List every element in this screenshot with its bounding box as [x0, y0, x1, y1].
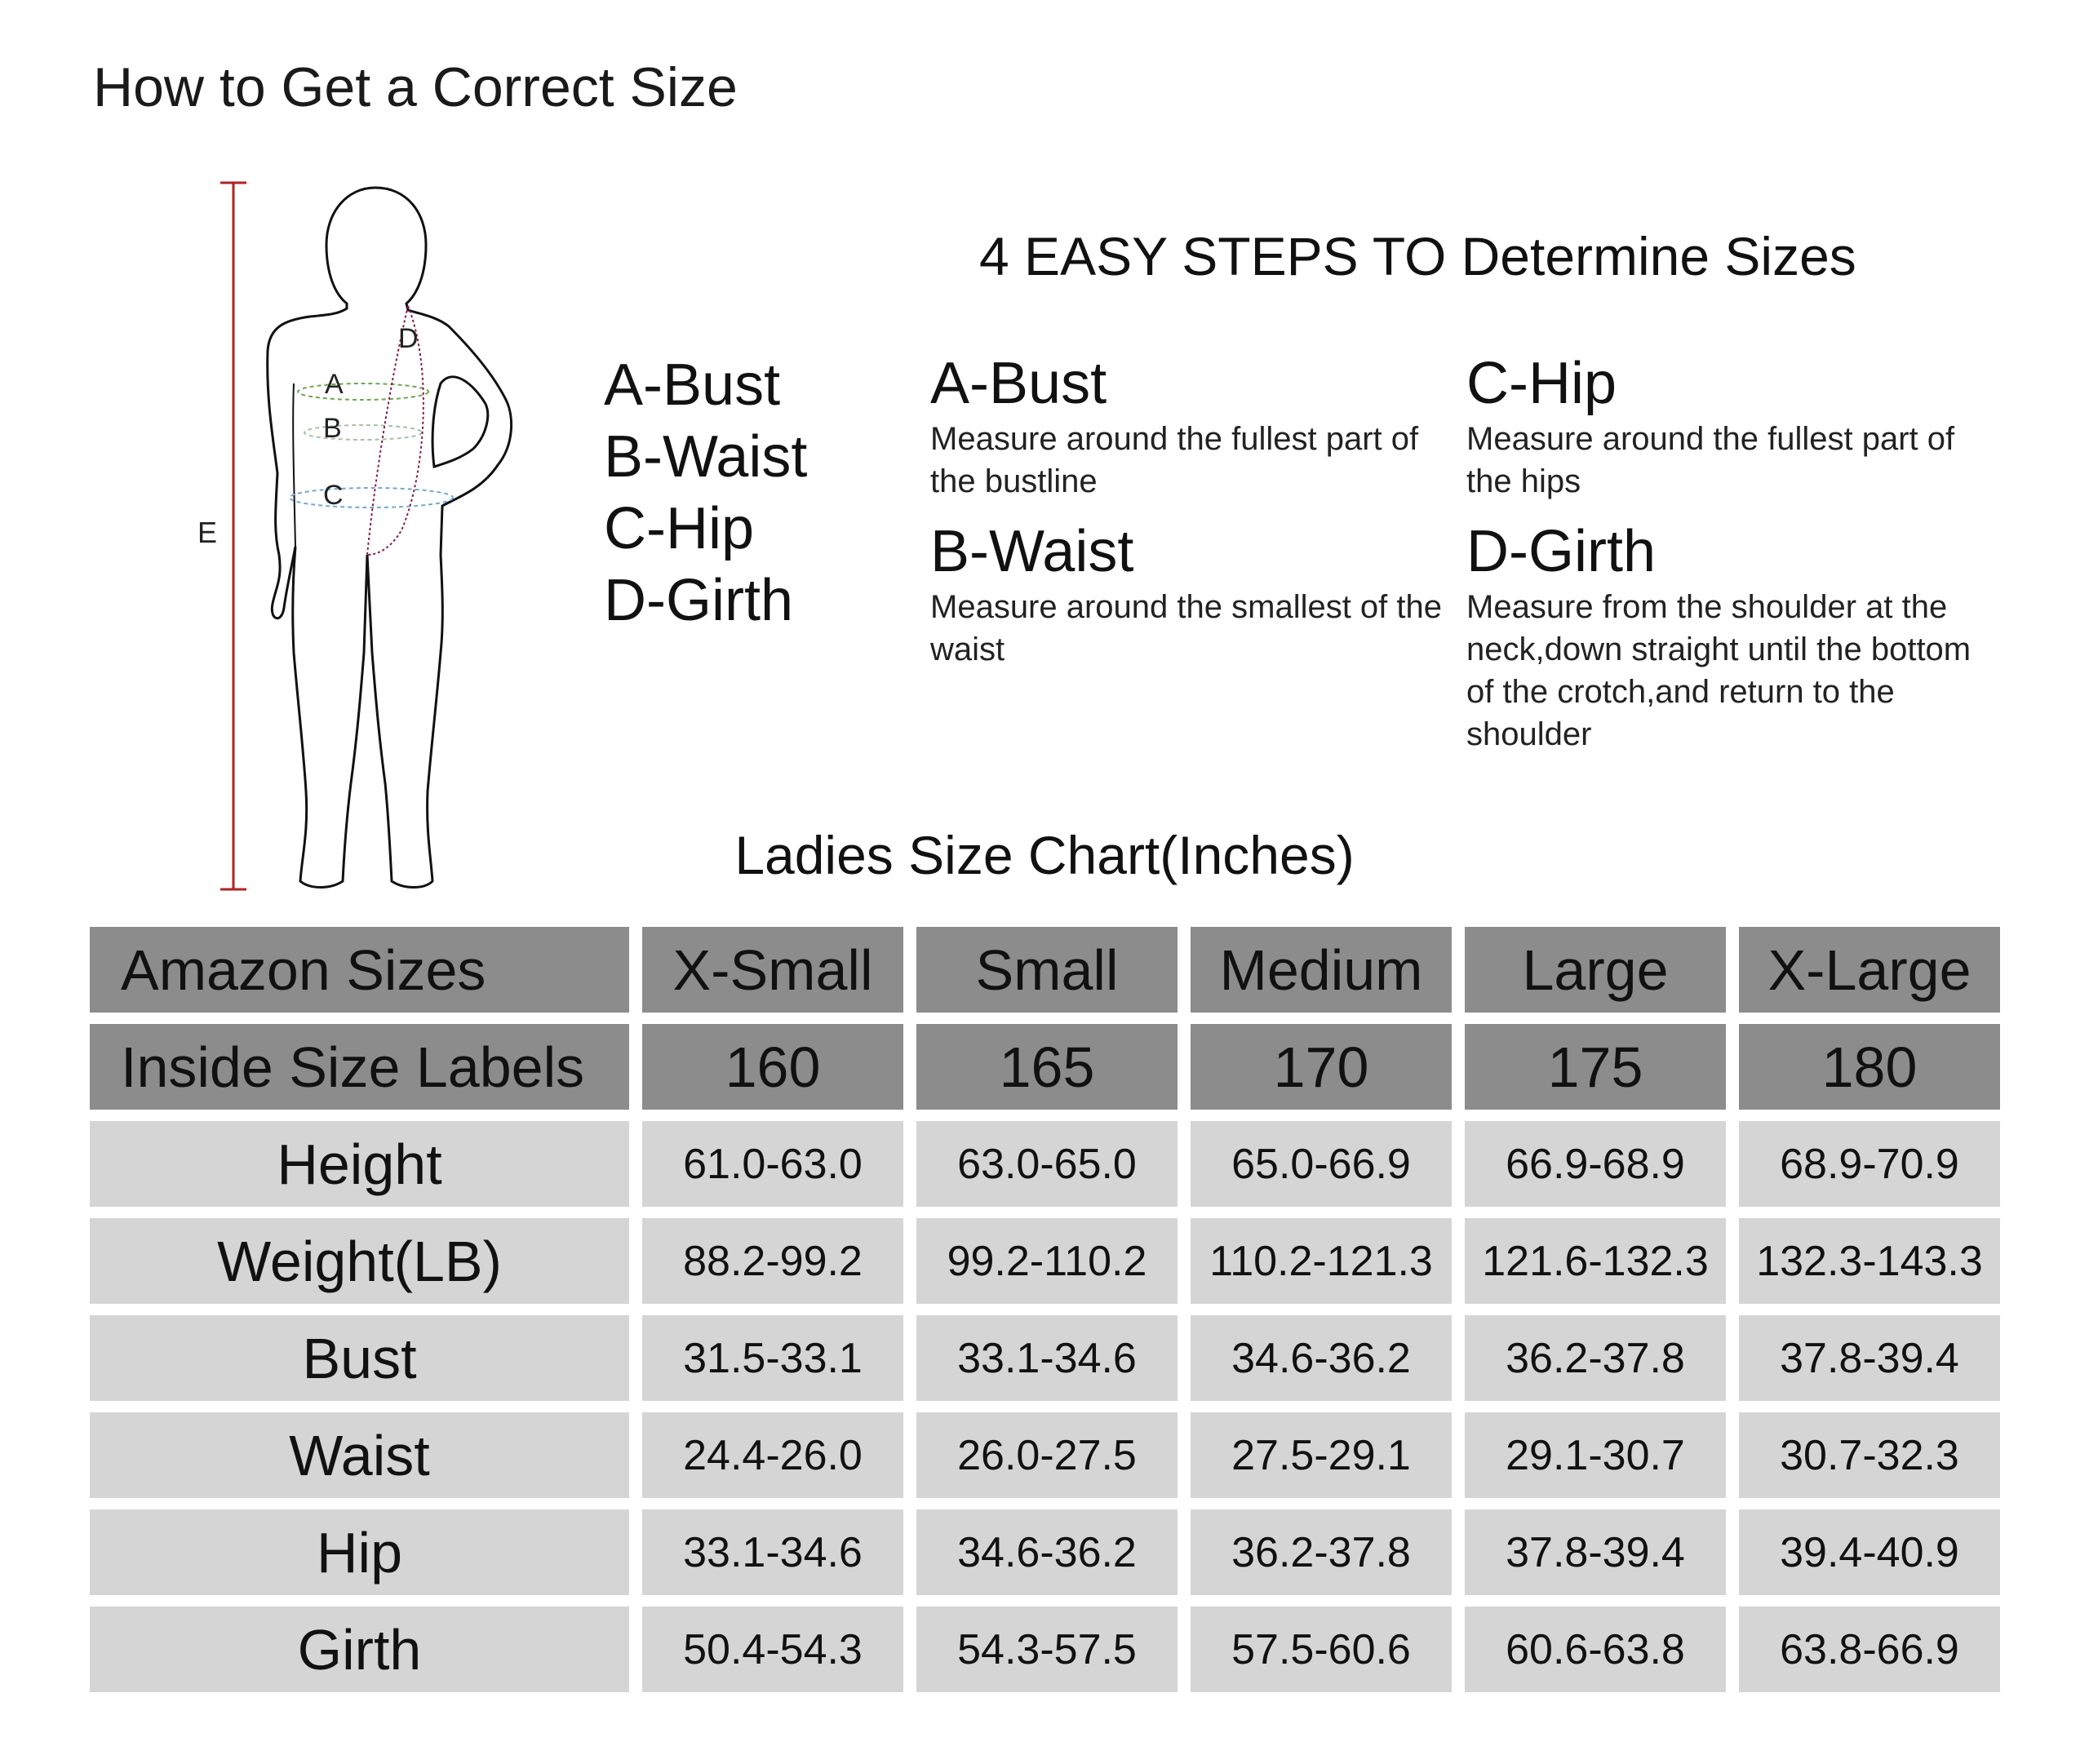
bust-measure-line	[298, 383, 428, 400]
table-cell: 65.0-66.9	[1191, 1121, 1452, 1207]
table-cell: 33.1-34.6	[642, 1509, 903, 1595]
table-row	[90, 1412, 2000, 1498]
size-header-cell: X-Large	[1739, 927, 2000, 1013]
row-label-cell: Bust	[90, 1315, 629, 1401]
table-cell: 121.6-132.3	[1465, 1218, 1726, 1304]
step-waist	[930, 517, 1453, 671]
table-cell: 66.9-68.9	[1465, 1121, 1726, 1207]
table-cell: 34.6-36.2	[1191, 1315, 1452, 1401]
short-list-item: D-Girth	[604, 568, 793, 633]
waist-measure-line	[304, 425, 422, 440]
table-row	[90, 1509, 2000, 1595]
row-label-cell: Hip	[90, 1509, 629, 1595]
row-label-cell: Waist	[90, 1412, 629, 1498]
row-label-cell: Inside Size Labels	[90, 1024, 629, 1110]
table-cell: 24.4-26.0	[642, 1412, 903, 1498]
size-header-cell: Medium	[1191, 927, 1452, 1013]
step-description: Measure around the fullest part of the hips	[1466, 421, 1955, 499]
step-hip	[1466, 349, 2005, 503]
table-cell: 60.6-63.8	[1465, 1607, 1726, 1692]
table-cell: 50.4-54.3	[642, 1607, 903, 1692]
table-cell: 99.2-110.2	[916, 1218, 1178, 1304]
table-cell: 54.3-57.5	[916, 1607, 1178, 1692]
body-outline	[268, 188, 512, 888]
header-label-cell: Amazon Sizes	[90, 927, 629, 1013]
table-cell: 63.8-66.9	[1739, 1607, 2000, 1692]
table-cell: 30.7-32.3	[1739, 1412, 2000, 1498]
step-description: Measure around the smallest of the waist	[930, 589, 1443, 667]
table-cell: 63.0-65.0	[916, 1121, 1178, 1207]
step-heading: D-Girth	[1466, 519, 1656, 584]
table-cell: 36.2-37.8	[1191, 1509, 1452, 1595]
short-list-item: A-Bust	[604, 352, 781, 418]
table-cell: 180	[1739, 1024, 2000, 1110]
table-header-row	[90, 927, 2000, 1013]
size-header-cell: X-Small	[642, 927, 903, 1013]
table-cell: 39.4-40.9	[1739, 1509, 2000, 1595]
table-cell: 29.1-30.7	[1465, 1412, 1726, 1498]
table-row	[90, 1607, 2000, 1692]
step-bust	[930, 349, 1453, 503]
steps-title: 4 EASY STEPS TO Determine Sizes	[979, 226, 1856, 286]
step-description: Measure from the shoulder at the neck,down straight until the bottom of the crotch,and return to the shoulder	[1466, 589, 1971, 752]
table-labels-row	[90, 1024, 2000, 1110]
step-heading: C-Hip	[1466, 351, 1617, 416]
table-cell: 31.5-33.1	[642, 1315, 903, 1401]
step-heading: A-Bust	[930, 351, 1107, 416]
size-chart-title: Ladies Size Chart(Inches)	[734, 825, 1355, 885]
table-cell: 132.3-143.3	[1739, 1218, 2000, 1304]
inner-arm-line	[293, 383, 295, 547]
row-label-cell: Girth	[90, 1607, 629, 1692]
table-cell: 165	[916, 1024, 1178, 1110]
page-title: How to Get a Correct Size	[93, 56, 738, 118]
hip-measure-line	[290, 488, 453, 507]
table-cell: 88.2-99.2	[642, 1218, 903, 1304]
row-label-cell: Weight(LB)	[90, 1218, 629, 1304]
table-cell: 37.8-39.4	[1465, 1509, 1726, 1595]
step-heading: B-Waist	[930, 519, 1134, 584]
label-e: E	[197, 516, 218, 549]
table-cell: 110.2-121.3	[1191, 1218, 1452, 1304]
label-c: C	[323, 480, 344, 511]
row-label-cell: Height	[90, 1121, 629, 1207]
label-a: A	[325, 369, 344, 400]
short-list-item: C-Hip	[604, 496, 755, 561]
table-cell: 37.8-39.4	[1739, 1315, 2000, 1401]
table-cell: 175	[1465, 1024, 1726, 1110]
short-list-item: B-Waist	[604, 424, 808, 490]
label-d: D	[398, 323, 419, 354]
table-row	[90, 1315, 2000, 1401]
step-description: Measure around the fullest part of the bustline	[930, 421, 1419, 499]
label-b: B	[323, 413, 342, 444]
table-cell: 26.0-27.5	[916, 1412, 1178, 1498]
table-row	[90, 1121, 2000, 1207]
table-cell: 34.6-36.2	[916, 1509, 1178, 1595]
table-cell: 160	[642, 1024, 903, 1110]
measurement-short-list	[604, 349, 807, 636]
table-cell: 33.1-34.6	[916, 1315, 1178, 1401]
body-measurement-figure	[171, 163, 530, 914]
step-girth	[1466, 517, 2005, 756]
table-cell: 68.9-70.9	[1739, 1121, 2000, 1207]
size-header-cell: Large	[1465, 927, 1726, 1013]
table-cell: 170	[1191, 1024, 1452, 1110]
size-chart-table	[77, 915, 2013, 1704]
table-cell: 57.5-60.6	[1191, 1607, 1452, 1692]
arm-outline	[432, 377, 488, 467]
size-header-cell: Small	[916, 927, 1178, 1013]
table-cell: 27.5-29.1	[1191, 1412, 1452, 1498]
table-cell: 36.2-37.8	[1465, 1315, 1726, 1401]
table-row	[90, 1218, 2000, 1304]
table-cell: 61.0-63.0	[642, 1121, 903, 1207]
